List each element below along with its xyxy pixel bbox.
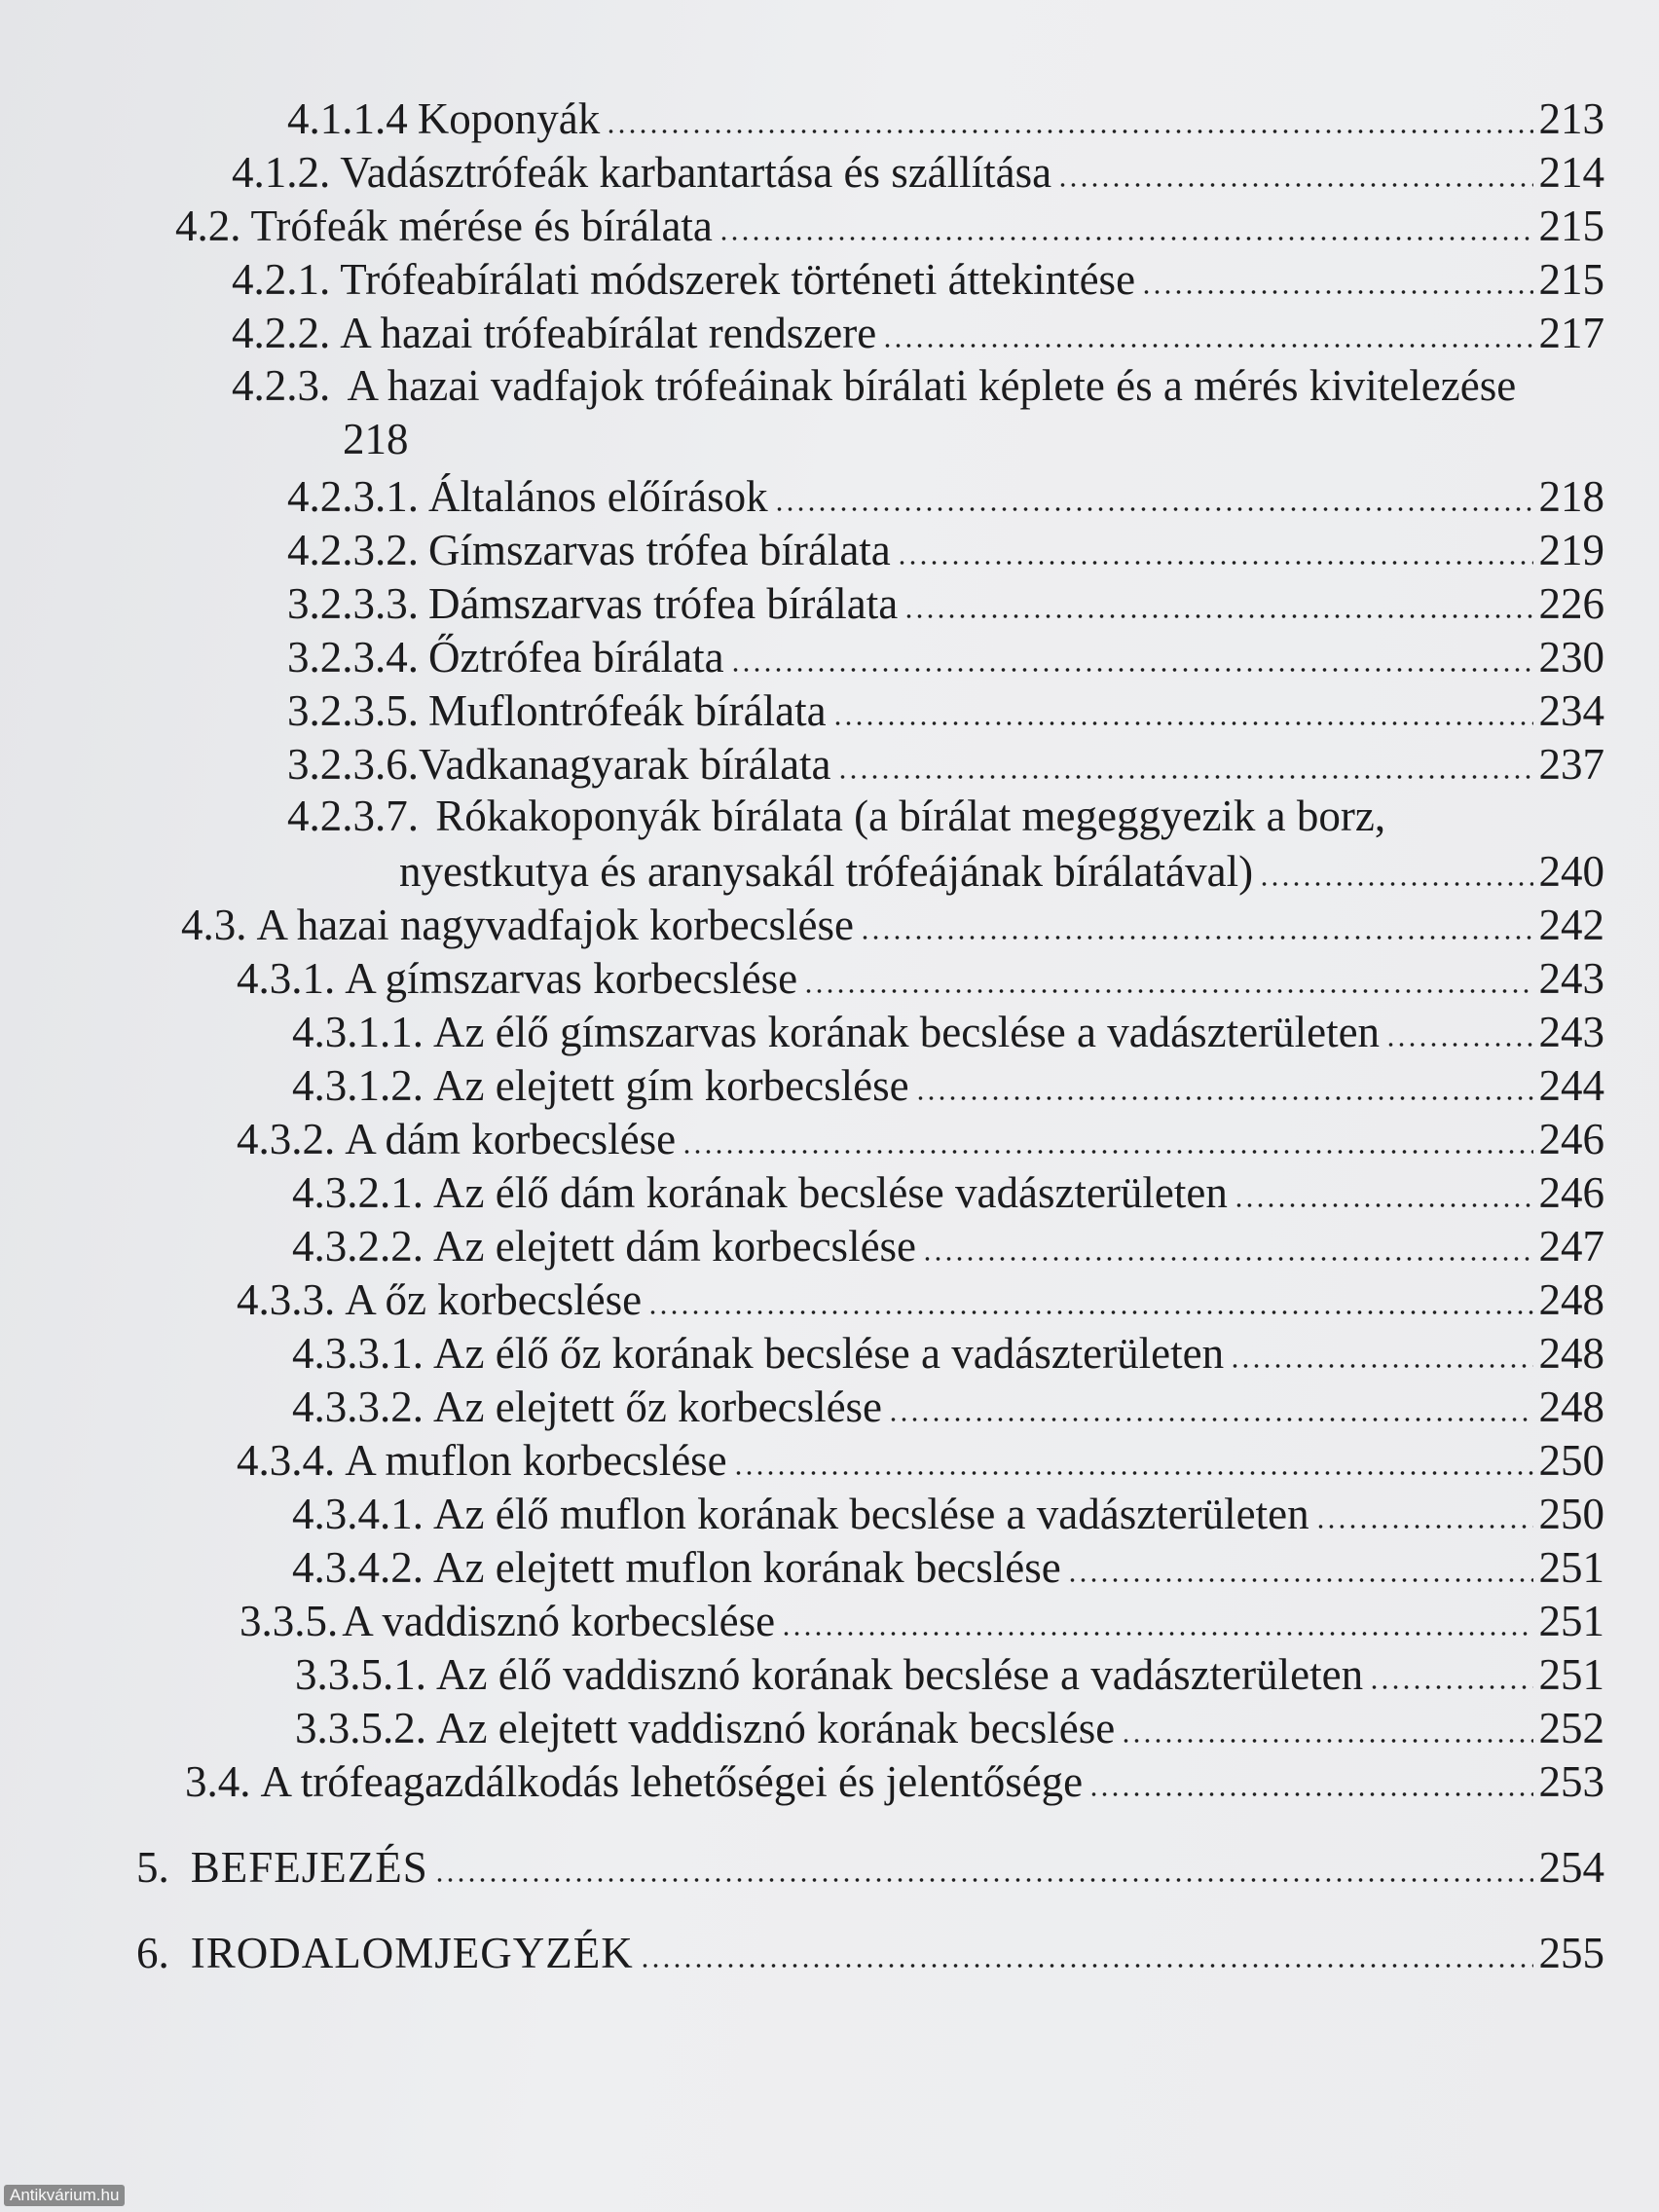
toc-entry: 4.3.3. A őz korbecslése 248 (237, 1275, 1604, 1324)
dot-leader (1121, 1738, 1532, 1744)
toc-entry: 4.3.2.2. Az elejtett dám korbecslése 247 (292, 1222, 1604, 1271)
dot-leader (1259, 881, 1532, 887)
dot-leader (434, 1877, 1533, 1883)
toc-entry: 4.3.4.2. Az elejtett muflon korának becslése 251 (292, 1543, 1604, 1592)
toc-entry: 4.1.2. Vadásztrófeák karbantartása és szállítása 214 (232, 148, 1604, 197)
toc-entry-chapter: 6. IRODALOMJEGYZÉK 255 (136, 1929, 1604, 1977)
toc-entry: 4.2.3.1. Általános előírások 218 (287, 472, 1604, 521)
toc-entry: 3.3.5.1. Az élő vaddisznó korának becslése a vadászterületen 251 (295, 1650, 1604, 1699)
dot-leader (897, 560, 1533, 566)
toc-entry: 4.3.2. A dám korbecslése 246 (237, 1115, 1604, 1163)
dot-leader (647, 1309, 1532, 1315)
dot-leader (733, 1470, 1533, 1476)
dot-leader (832, 720, 1533, 726)
dot-leader (1315, 1524, 1533, 1530)
toc-entry: 4.2.3.2. Gímszarvas trófea bírálata 219 (287, 526, 1604, 574)
dot-leader (1230, 1363, 1532, 1369)
toc-entry: 4.3.2.1. Az élő dám korának becslése vadászterületen 246 (292, 1168, 1604, 1217)
toc-entry: 3.3.5.2. Az elejtett vaddisznó korának becslése 252 (295, 1704, 1604, 1752)
dot-leader (1088, 1791, 1532, 1797)
dot-leader (1385, 1042, 1532, 1048)
dot-leader (781, 1631, 1532, 1637)
toc-entry-chapter: 5. BEFEJEZÉS 254 (136, 1843, 1604, 1892)
toc-entry: 4.3. A hazai nagyvadfajok korbecslése 242 (181, 901, 1604, 949)
dot-leader (803, 988, 1532, 994)
dot-leader (774, 506, 1533, 512)
toc-entry-continuation: nyestkutya és aranysakál trófeájának bírálatával) 240 (399, 847, 1604, 896)
dot-leader (882, 343, 1532, 349)
toc-entry: 3.4. A trófeagazdálkodás lehetőségei és jelentősége 253 (185, 1757, 1604, 1806)
dot-leader (903, 613, 1532, 619)
toc-entry-wrapped: 4.2.3. A hazai vadfajok trófeáinak bírálati képlete és a mérés kivitelezése (232, 361, 1517, 410)
toc-entry: 4.2. Trófeák mérése és bírálata 215 (175, 202, 1604, 250)
toc-entry: 4.3.1. A gímszarvas korbecslése 243 (237, 954, 1604, 1003)
toc-entry: 4.3.3.2. Az elejtett őz korbecslése 248 (292, 1382, 1604, 1431)
dot-leader (915, 1095, 1533, 1101)
dot-leader (1369, 1684, 1532, 1690)
toc-entry: 4.3.1.2. Az elejtett gím korbecslése 244 (292, 1061, 1604, 1110)
dot-leader (860, 935, 1533, 940)
toc-entry: 3.2.3.6. Vadkanagyarak bírálata 237 (287, 740, 1604, 789)
dot-leader (719, 236, 1533, 241)
dot-leader (922, 1256, 1532, 1262)
toc-entry: 4.3.4.1. Az élő muflon korának becslése a vadászterületen 250 (292, 1490, 1604, 1538)
toc-entry: 4.3.4. A muflon korbecslése 250 (237, 1436, 1604, 1485)
dot-leader (1141, 289, 1532, 295)
toc-entry: 4.3.1.1. Az élő gímszarvas korának becslése a vadászterületen 243 (292, 1008, 1604, 1056)
toc-entry: 3.3.5. A vaddisznó korbecslése 251 (240, 1597, 1604, 1645)
toc-entry: 4.3.3.1. Az élő őz korának becslése a vadászterületen 248 (292, 1329, 1604, 1378)
dot-leader (606, 129, 1532, 134)
dot-leader (730, 667, 1533, 673)
watermark: Antikvárium.hu (4, 2185, 125, 2206)
dot-leader (1067, 1577, 1533, 1583)
toc-entry: 3.2.3.3. Dámszarvas trófea bírálata 226 (287, 579, 1604, 628)
toc-entry: 4.2.2. A hazai trófeabírálat rendszere 217 (232, 309, 1604, 357)
dot-leader (1057, 182, 1532, 188)
dot-leader (682, 1149, 1532, 1155)
dot-leader (888, 1417, 1532, 1422)
toc-entry: 4.2.1. Trófeabírálati módszerek történeti áttekintése 215 (232, 255, 1604, 304)
toc-entry-wrapped: 4.2.3.7. Rókakoponyák bírálata (a bírálat megeggyezik a borz, (287, 792, 1386, 840)
dot-leader (640, 1963, 1533, 1969)
toc-entry-page: 218 (343, 415, 409, 463)
dot-leader (1234, 1202, 1533, 1208)
toc-entry: 4.1.1.4 Koponyák 213 (287, 94, 1604, 143)
toc-entry: 3.2.3.5. Muflontrófeák bírálata 234 (287, 686, 1604, 735)
toc-entry: 3.2.3.4. Őztrófea bírálata 230 (287, 633, 1604, 682)
dot-leader (837, 774, 1533, 780)
